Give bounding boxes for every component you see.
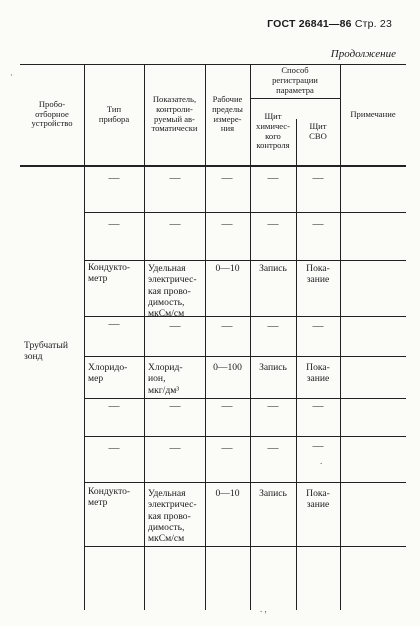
scan-speck: . <box>320 456 323 466</box>
row-4-indicator: — <box>169 320 181 332</box>
row-7-svo: — <box>312 440 324 452</box>
row-7-chem: — <box>267 442 279 454</box>
row-3-range: 0—10 <box>215 263 240 274</box>
row-2-chem: — <box>267 218 279 230</box>
row-rule <box>84 398 406 399</box>
row-1-range: — <box>221 172 233 184</box>
header-note: Примечание <box>350 108 396 119</box>
row-2-indicator: — <box>169 218 181 230</box>
row-4-chem: — <box>267 320 279 332</box>
row-8-svo: Пока- зание <box>306 488 330 511</box>
row-8-type: Кондукто- метр <box>88 486 131 509</box>
row-4-range: — <box>221 320 233 332</box>
row-6-indicator: — <box>169 400 181 412</box>
row-5-svo: Пока- зание <box>306 362 330 385</box>
header-registration: Способ регистрации параметра <box>272 65 318 95</box>
row-8-chem: Запись <box>259 488 287 499</box>
header-type: Тип прибора <box>98 103 130 124</box>
row-8-range: 0—10 <box>215 488 240 499</box>
row-1-chem: — <box>267 172 279 184</box>
row-5-range: 0—100 <box>213 362 242 373</box>
row-3-indicator: Удельная электричес- кая прово- димость, мкСм/см <box>148 263 197 320</box>
row-rule <box>84 356 406 357</box>
header-range: Рабочие пределы измере- ния <box>212 93 243 134</box>
row-5-type: Хлоридо- мер <box>88 362 128 385</box>
row-2-type: — <box>108 218 120 230</box>
row-5-indicator: Хлорид- ион, мкг/дм³ <box>148 362 183 396</box>
row-6-chem: — <box>267 400 279 412</box>
row-3-svo: Пока- зание <box>306 263 330 286</box>
row-7-type: — <box>108 442 120 454</box>
row-rule <box>84 436 406 437</box>
header-indicator: Показатель, контроли- руемый ав- томатически <box>151 93 198 134</box>
row-rule <box>84 546 406 547</box>
standard-number: ГОСТ 26841—86 <box>267 18 352 30</box>
row-rule <box>84 316 406 317</box>
probe-device-label: Трубчатый зонд <box>24 340 68 363</box>
row-5-chem: Запись <box>259 362 287 373</box>
row-2-svo: — <box>312 218 324 230</box>
page-header <box>267 18 392 30</box>
row-3-type: Кондукто- метр <box>88 262 131 285</box>
row-2-range: — <box>221 218 233 230</box>
row-6-range: — <box>221 400 233 412</box>
row-rule <box>84 482 406 483</box>
row-1-indicator: — <box>169 172 181 184</box>
header-panel-chem: Щит химичес- кого контроля <box>256 110 290 151</box>
row-8-indicator: Удельная электричес- кая прово- димость, мкСм/см <box>148 488 197 545</box>
row-4-type: — <box>108 318 120 330</box>
row-4-svo: — <box>312 320 324 332</box>
row-6-type: — <box>108 400 120 412</box>
scan-speck: . , <box>260 604 267 614</box>
header-bottom-rule <box>20 165 406 167</box>
row-rule <box>84 260 406 261</box>
row-1-type: — <box>108 172 120 184</box>
row-7-indicator: — <box>169 442 181 454</box>
row-6-svo: — <box>312 400 324 412</box>
row-1-svo: — <box>312 172 324 184</box>
continuation-label: Продолжение <box>330 48 396 60</box>
header-panel-svo: Щит СВО <box>309 120 327 141</box>
header-device: Пробо- отборное устройство <box>31 98 73 129</box>
row-3-chem: Запись <box>259 263 287 274</box>
page-number: Стр. 23 <box>354 18 392 30</box>
row-rule <box>84 212 406 213</box>
row-7-range: — <box>221 442 233 454</box>
scan-speck: · <box>10 70 13 80</box>
data-table <box>20 64 406 610</box>
